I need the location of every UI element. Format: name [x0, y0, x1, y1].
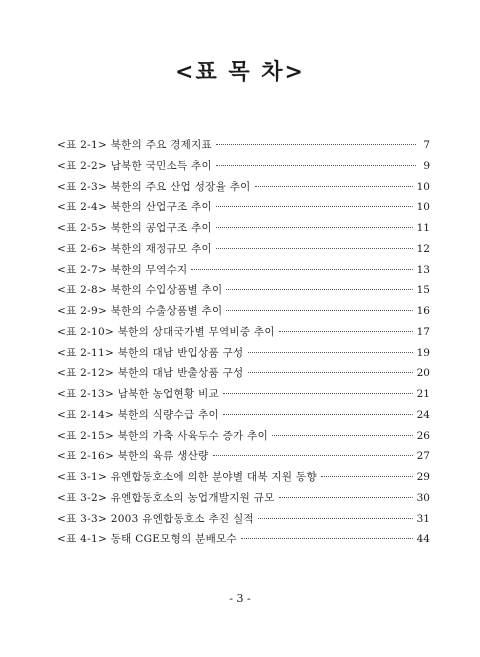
toc-entry-page-number: 30: [416, 491, 430, 504]
toc-entry: [57, 260, 430, 281]
toc-entry: [57, 239, 430, 260]
dot-leader: [213, 455, 413, 456]
toc-entry-label: <표 2-1> 북한의 주요 경제지표: [57, 139, 212, 151]
table-of-contents: [57, 135, 430, 550]
toc-entry-page-number: 19: [416, 346, 430, 359]
dot-leader: [255, 186, 413, 187]
toc-entry-label: <표 2-11> 북한의 대남 반입상품 구성: [57, 346, 244, 359]
dot-leader: [216, 227, 413, 228]
toc-entry-label: <표 2-6> 북한의 재정규모 추이: [57, 242, 212, 255]
toc-entry-label: <표 2-4> 북한의 산업구조 추이: [57, 201, 212, 214]
toc-entry: [57, 218, 430, 239]
dot-leader: [216, 248, 413, 249]
toc-entry-page-number: 29: [416, 471, 430, 483]
toc-entry-page-number: 15: [416, 284, 430, 297]
toc-entry: [57, 509, 430, 530]
toc-entry-page-number: 24: [416, 408, 430, 421]
dot-leader: [216, 165, 416, 166]
toc-entry-label: <표 2-7> 북한의 무역수지: [57, 263, 188, 276]
toc-entry-page-number: 10: [416, 180, 430, 193]
toc-entry: [57, 446, 430, 467]
toc-entry-label: <표 2-8> 북한의 수입상품별 추이: [57, 284, 223, 297]
dot-leader: [226, 289, 412, 290]
toc-entry: [57, 405, 430, 426]
toc-entry: [57, 156, 430, 177]
toc-entry-page-number: 16: [416, 305, 430, 317]
dot-leader: [248, 372, 413, 373]
dot-leader: [258, 518, 413, 519]
toc-entry: [57, 343, 430, 364]
toc-entry: [57, 488, 430, 509]
dot-leader: [191, 269, 412, 270]
toc-entry-label: <표 2-15> 북한의 가축 사육두수 증가 추이: [57, 429, 269, 442]
toc-entry-page-number: 21: [416, 388, 430, 400]
toc-entry-label: <표 4-1> 동태 CGE모형의 분배모수: [57, 533, 237, 546]
toc-entry-label: <표 2-14> 북한의 식량수급 추이: [57, 408, 219, 421]
toc-entry: [57, 135, 430, 156]
dot-leader: [248, 352, 413, 353]
dot-leader: [223, 393, 413, 394]
toc-entry: [57, 529, 430, 550]
toc-entry: [57, 177, 430, 198]
toc-entry-label: <표 2-10> 북한의 상대국가별 무역비중 추이: [57, 325, 275, 338]
toc-entry: [57, 363, 430, 384]
page-title: <표 목 차>: [175, 59, 305, 85]
toc-entry-page-number: 13: [416, 263, 430, 276]
dot-leader: [226, 310, 412, 311]
dot-leader: [279, 331, 413, 332]
dot-leader: [321, 476, 413, 477]
toc-entry-page-number: 11: [416, 222, 430, 234]
dot-leader: [216, 206, 413, 207]
toc-entry: [57, 426, 430, 447]
dot-leader: [272, 435, 413, 436]
toc-entry-page-number: 27: [416, 450, 430, 463]
toc-entry-page-number: 20: [416, 367, 430, 380]
toc-entry-page-number: 7: [423, 139, 430, 151]
toc-entry-label: <표 3-2> 유엔합동호소의 농업개발지원 규모: [57, 491, 275, 504]
toc-entry: [57, 280, 430, 301]
toc-entry-label: <표 2-9> 북한의 수출상품별 추이: [57, 305, 223, 317]
toc-entry: [57, 384, 430, 405]
toc-entry: [57, 467, 430, 488]
dot-leader: [216, 144, 416, 145]
dot-leader: [241, 538, 413, 539]
toc-entry-label: <표 3-1> 유엔합동호소에 의한 분야별 대북 지원 동향: [57, 471, 317, 483]
toc-entry-label: <표 2-13> 남북한 농업현황 비교: [57, 388, 219, 400]
toc-entry-page-number: 17: [416, 325, 430, 338]
toc-entry-page-number: 12: [416, 242, 430, 255]
toc-entry: [57, 197, 430, 218]
toc-entry-page-number: 9: [423, 159, 430, 172]
toc-entry-label: <표 2-3> 북한의 주요 산업 성장율 추이: [57, 180, 251, 193]
toc-entry: [57, 322, 430, 343]
toc-entry-page-number: 10: [416, 201, 430, 214]
toc-entry-page-number: 44: [416, 533, 430, 546]
dot-leader: [279, 497, 413, 498]
toc-entry-page-number: 26: [416, 429, 430, 442]
toc-entry-page-number: 31: [416, 512, 430, 525]
dot-leader: [223, 414, 413, 415]
toc-entry-label: <표 2-16> 북한의 육류 생산량: [57, 450, 209, 463]
toc-entry: [57, 301, 430, 322]
page-number: - 3 -: [229, 592, 251, 605]
toc-entry-label: <표 2-2> 남북한 국민소득 추이: [57, 159, 212, 172]
toc-entry-label: <표 3-3> 2003 유엔합동호소 추진 실적: [57, 512, 254, 525]
toc-entry-label: <표 2-5> 북한의 공업구조 추이: [57, 222, 212, 234]
toc-entry-label: <표 2-12> 북한의 대남 반출상품 구성: [57, 367, 244, 380]
